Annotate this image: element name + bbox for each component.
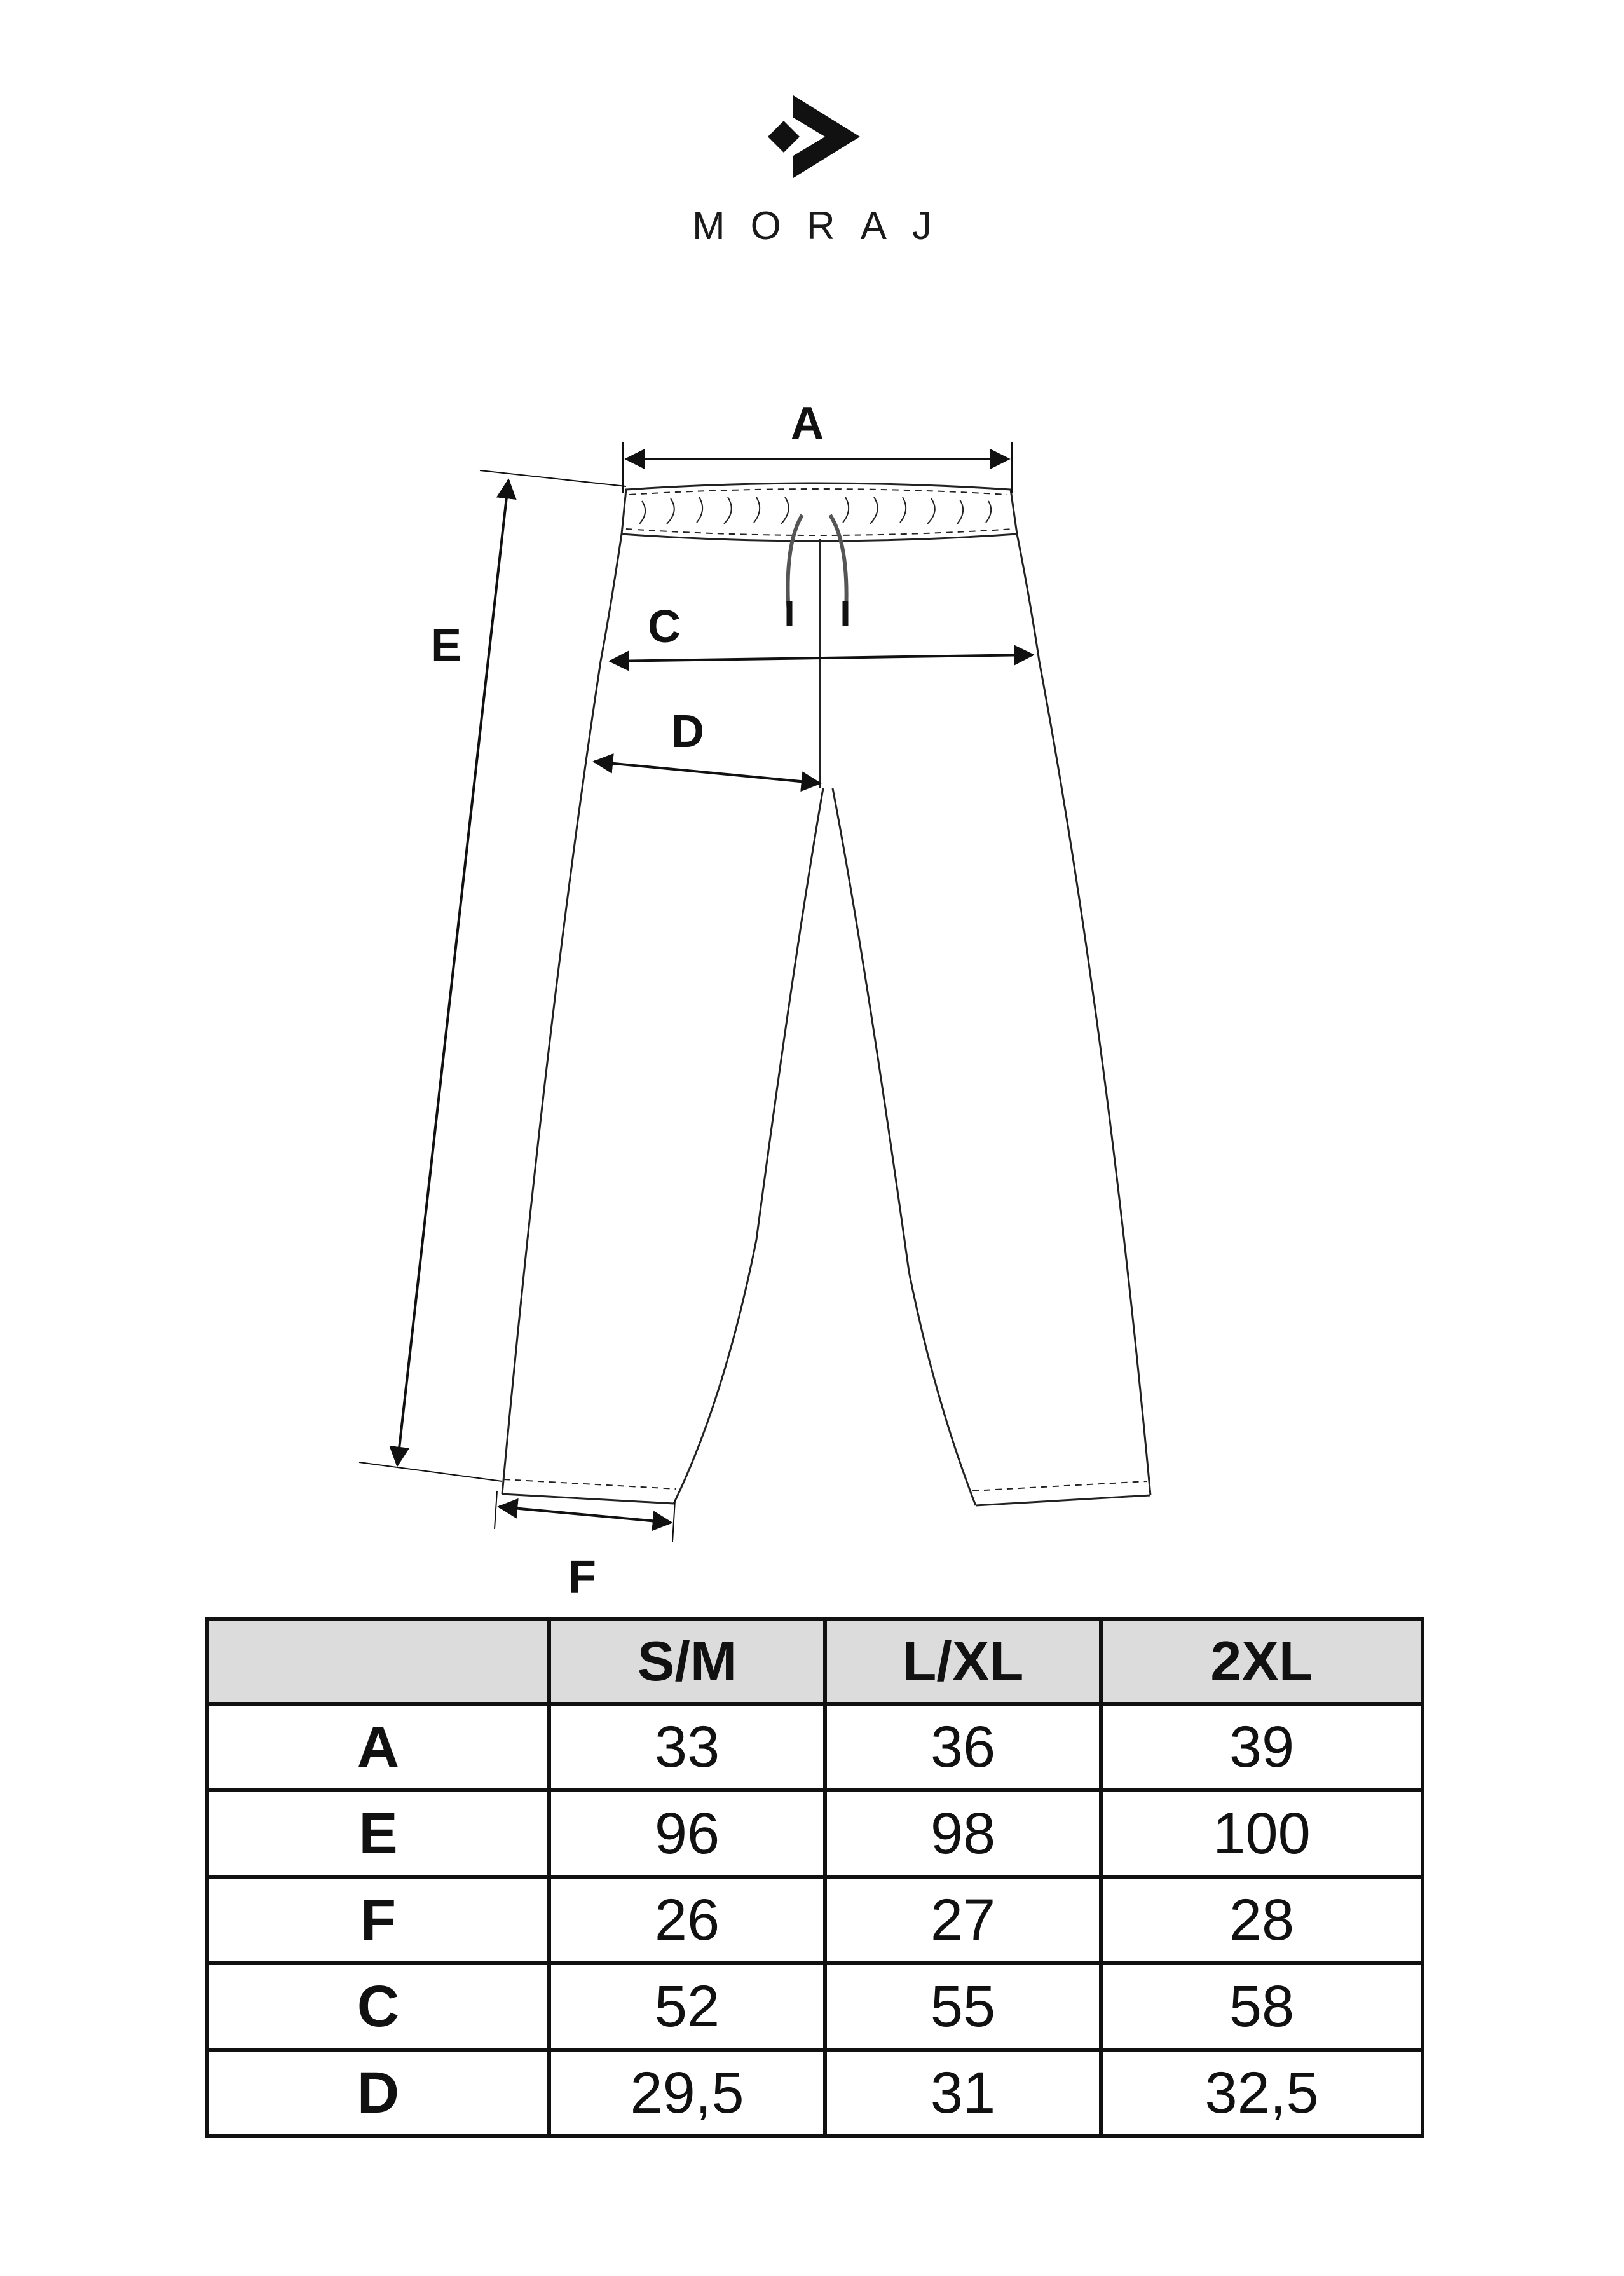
brand-mark-icon <box>765 95 860 178</box>
table-row <box>207 1963 1423 2050</box>
size-table-header <box>207 1619 1423 1704</box>
table-cell: 31 <box>825 2050 1101 2136</box>
table-row <box>207 1704 1423 1790</box>
row-label: C <box>207 1963 549 2050</box>
row-label: F <box>207 1877 549 1963</box>
table-cell: 52 <box>549 1963 825 2050</box>
label-e: E <box>430 620 462 671</box>
label-a: A <box>791 398 824 449</box>
table-cell: 98 <box>825 1790 1101 1877</box>
dimension-lines <box>359 442 1033 1542</box>
dimension-labels <box>431 398 824 1603</box>
dimension-f-line <box>499 1507 671 1523</box>
corner-cell <box>207 1619 549 1704</box>
table-cell: 58 <box>1101 1963 1423 2050</box>
dimension-d-line <box>594 762 820 783</box>
label-f: F <box>568 1552 596 1603</box>
trousers-outline <box>502 483 1150 1505</box>
table-row <box>207 1877 1423 1963</box>
table-row <box>207 1790 1423 1877</box>
brand-logo <box>0 95 1624 249</box>
table-cell: 55 <box>825 1963 1101 2050</box>
row-label: D <box>207 2050 549 2136</box>
table-cell: 39 <box>1101 1704 1423 1790</box>
row-label: E <box>207 1790 549 1877</box>
size-table <box>205 1617 1424 2138</box>
column-header: 2XL <box>1101 1619 1423 1704</box>
table-cell: 32,5 <box>1101 2050 1423 2136</box>
trousers-diagram <box>0 381 1624 1615</box>
column-header: L/XL <box>825 1619 1101 1704</box>
label-d: D <box>671 706 704 757</box>
table-cell: 36 <box>825 1704 1101 1790</box>
table-cell: 33 <box>549 1704 825 1790</box>
table-row <box>207 2050 1423 2136</box>
column-header: S/M <box>549 1619 825 1704</box>
brand-name: MORAJ <box>692 204 957 248</box>
table-cell: 27 <box>825 1877 1101 1963</box>
table-cell: 29,5 <box>549 2050 825 2136</box>
table-cell: 28 <box>1101 1877 1423 1963</box>
dimension-c-line <box>610 655 1033 661</box>
table-cell: 26 <box>549 1877 825 1963</box>
table-cell: 96 <box>549 1790 825 1877</box>
row-label: A <box>207 1704 549 1790</box>
table-cell: 100 <box>1101 1790 1423 1877</box>
label-c: C <box>648 601 681 652</box>
